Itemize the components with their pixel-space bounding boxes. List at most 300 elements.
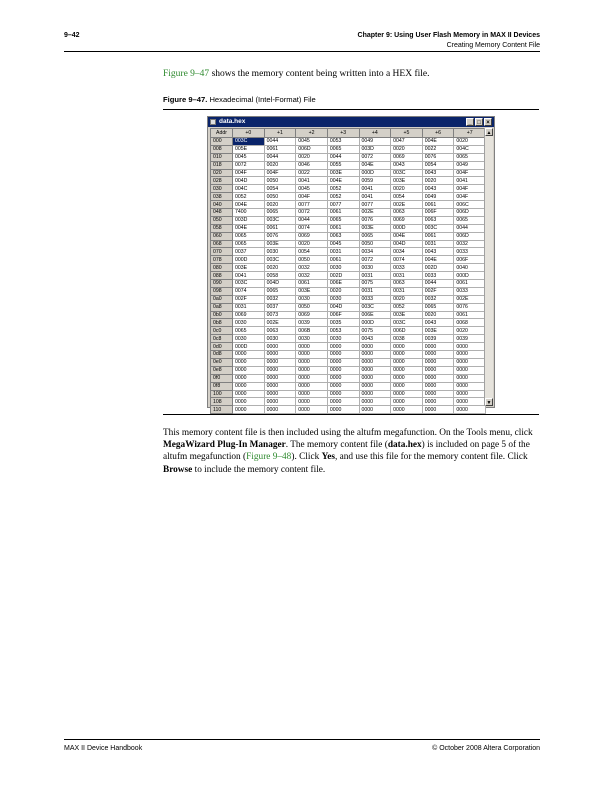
hex-cell[interactable]: 0032 (296, 272, 328, 280)
hex-cell[interactable]: 0000 (327, 351, 359, 359)
hex-cell[interactable]: 0000 (359, 390, 391, 398)
hex-cell[interactable]: 0044 (296, 216, 328, 224)
hex-cell[interactable]: 003E (391, 177, 423, 185)
hex-cell[interactable]: 0000 (454, 351, 486, 359)
hex-cell[interactable]: 0000 (422, 351, 454, 359)
hex-cell[interactable]: 0050 (296, 256, 328, 264)
hex-cell[interactable]: 0074 (391, 256, 423, 264)
hex-cell[interactable]: 002E (264, 319, 296, 327)
hex-cell[interactable]: 0063 (391, 280, 423, 288)
hex-cell[interactable]: 0055 (327, 161, 359, 169)
hex-cell[interactable]: 0033 (422, 272, 454, 280)
hex-cell[interactable]: 003E (264, 240, 296, 248)
hex-cell[interactable]: 0065 (264, 287, 296, 295)
table-row (211, 161, 486, 169)
hex-cell[interactable]: 0069 (296, 232, 328, 240)
hex-cell[interactable]: 0000 (391, 390, 423, 398)
hex-cell[interactable]: 0068 (454, 319, 486, 327)
hex-cell[interactable]: 0020 (264, 264, 296, 272)
hex-cell[interactable]: 002D (327, 272, 359, 280)
hex-cell[interactable]: 0000 (233, 406, 265, 414)
hex-cell[interactable]: 004E (327, 177, 359, 185)
file-icon (210, 119, 216, 125)
hex-cell[interactable]: 0000 (327, 358, 359, 366)
hex-cell[interactable]: 004D (327, 303, 359, 311)
hex-cell[interactable]: 0020 (264, 201, 296, 209)
hex-cell[interactable]: 0031 (327, 248, 359, 256)
hex-cell[interactable]: 0020 (296, 240, 328, 248)
hex-cell[interactable]: 003E (233, 264, 265, 272)
hex-cell[interactable]: 006E (327, 280, 359, 288)
hex-cell[interactable]: 0034 (391, 248, 423, 256)
hex-cell[interactable]: 0020 (391, 295, 423, 303)
hex-cell[interactable]: 0041 (359, 185, 391, 193)
hex-cell[interactable]: 004F (454, 193, 486, 201)
hex-cell[interactable]: 0072 (359, 153, 391, 161)
hex-cell[interactable]: 004D (233, 177, 265, 185)
hex-cell[interactable]: 002E (391, 201, 423, 209)
hex-cell[interactable]: 0000 (327, 390, 359, 398)
vertical-scrollbar[interactable] (484, 128, 493, 406)
hex-cell[interactable]: 0053 (327, 138, 359, 146)
hex-cell[interactable]: 0000 (296, 382, 328, 390)
hex-cell[interactable]: 0043 (422, 169, 454, 177)
hex-cell[interactable]: 0065 (422, 303, 454, 311)
hex-cell[interactable]: 0000 (327, 366, 359, 374)
hex-cell[interactable]: 0030 (296, 295, 328, 303)
hex-cell[interactable]: 0074 (296, 224, 328, 232)
hex-cell[interactable]: 0031 (359, 272, 391, 280)
hex-cell[interactable]: 0020 (454, 138, 486, 146)
hex-cell[interactable]: 0054 (296, 248, 328, 256)
hex-cell[interactable]: 003E (359, 224, 391, 232)
hex-cell[interactable]: 0030 (327, 295, 359, 303)
hex-cell[interactable]: 0000 (359, 382, 391, 390)
hex-cell[interactable]: 0077 (327, 201, 359, 209)
hex-cell[interactable]: 0038 (391, 335, 423, 343)
hex-cell[interactable]: 003C (391, 169, 423, 177)
hex-cell[interactable]: 0046 (296, 161, 328, 169)
hex-cell[interactable]: 0072 (233, 161, 265, 169)
hex-cell[interactable]: 0044 (422, 280, 454, 288)
hex-cell[interactable]: 0077 (296, 201, 328, 209)
hex-cell[interactable]: 0000 (327, 343, 359, 351)
hex-cell[interactable]: 0020 (422, 311, 454, 319)
hex-cell[interactable]: 0073 (264, 311, 296, 319)
hex-cell[interactable]: 006D (296, 145, 328, 153)
hex-cell[interactable]: 0061 (327, 209, 359, 217)
hex-cell[interactable]: 0030 (264, 335, 296, 343)
hex-cell[interactable]: 0047 (391, 138, 423, 146)
scroll-up-icon[interactable]: ▲ (486, 130, 492, 136)
hex-cell[interactable]: 004F (233, 169, 265, 177)
hex-cell[interactable]: 003C (422, 224, 454, 232)
hex-cell[interactable]: 0050 (359, 240, 391, 248)
hex-cell[interactable]: 0041 (233, 272, 265, 280)
hex-cell[interactable]: 0065 (454, 216, 486, 224)
hex-cell[interactable]: 0052 (327, 193, 359, 201)
hex-cell[interactable]: 006F (327, 311, 359, 319)
hex-cell[interactable]: 003E (422, 327, 454, 335)
hex-cell[interactable]: 0061 (454, 280, 486, 288)
hex-cell[interactable]: 0061 (422, 232, 454, 240)
hex-cell[interactable]: 0063 (422, 216, 454, 224)
hex-cell[interactable]: 0000 (359, 374, 391, 382)
hex-cell[interactable]: 0059 (359, 177, 391, 185)
hex-cell[interactable]: 0000 (327, 406, 359, 414)
hex-cell[interactable]: 0069 (391, 216, 423, 224)
hex-cell[interactable]: 0043 (422, 319, 454, 327)
hex-cell[interactable]: 0045 (296, 185, 328, 193)
hex-cell[interactable]: 0045 (296, 138, 328, 146)
hex-cell[interactable]: 003C (264, 256, 296, 264)
hex-cell[interactable]: 0000 (233, 382, 265, 390)
hex-cell[interactable]: 0034 (359, 248, 391, 256)
hex-cell[interactable]: 004F (296, 193, 328, 201)
hex-cell[interactable]: 003D (233, 216, 265, 224)
hex-cell[interactable]: 0041 (296, 177, 328, 185)
hex-cell[interactable]: 000D (454, 272, 486, 280)
hex-cell[interactable]: 005E (233, 145, 265, 153)
hex-cell[interactable]: 0030 (359, 264, 391, 272)
hex-cell[interactable]: 0000 (296, 406, 328, 414)
table-row (211, 201, 486, 209)
hex-cell[interactable]: 0000 (422, 343, 454, 351)
hex-cell[interactable]: 004E (233, 224, 265, 232)
hex-cell[interactable]: 0020 (264, 161, 296, 169)
hex-cell[interactable]: 0000 (296, 390, 328, 398)
hex-cell[interactable]: 0000 (422, 374, 454, 382)
hex-cell[interactable]: 000D (359, 319, 391, 327)
hex-cell[interactable]: 0061 (264, 224, 296, 232)
hex-cell[interactable]: 0032 (454, 240, 486, 248)
table-row (211, 398, 486, 406)
hex-cell[interactable]: 004E (233, 201, 265, 209)
hex-cell[interactable]: 0043 (391, 161, 423, 169)
hex-cell[interactable]: 0063 (327, 232, 359, 240)
hex-cell[interactable]: 0030 (296, 335, 328, 343)
hex-cell[interactable]: 0050 (264, 177, 296, 185)
hex-cell[interactable]: 0061 (327, 224, 359, 232)
hex-cell[interactable]: 0050 (296, 303, 328, 311)
hex-cell[interactable]: 0000 (264, 358, 296, 366)
hex-cell[interactable]: 0030 (233, 335, 265, 343)
hex-cell[interactable]: 0061 (264, 145, 296, 153)
hex-cell[interactable]: 0000 (422, 358, 454, 366)
hex-cell[interactable]: 004F (454, 169, 486, 177)
hex-cell[interactable]: 0000 (327, 382, 359, 390)
hex-cell[interactable]: 0058 (264, 272, 296, 280)
hex-cell[interactable]: 0000 (391, 366, 423, 374)
hex-cell[interactable]: 004C (454, 145, 486, 153)
hex-cell[interactable]: 0033 (454, 287, 486, 295)
hex-cell[interactable]: 0039 (422, 335, 454, 343)
data-hex-term: data.hex (387, 440, 422, 451)
hex-cell[interactable]: 0032 (296, 264, 328, 272)
hex-cell[interactable]: 0052 (391, 303, 423, 311)
hex-cell[interactable]: 0000 (327, 374, 359, 382)
window-titlebar[interactable] (208, 117, 494, 127)
hex-cell[interactable]: 0045 (233, 153, 265, 161)
hex-cell[interactable]: 0000 (454, 398, 486, 406)
hex-cell[interactable]: 0000 (422, 398, 454, 406)
hex-cell[interactable]: 0020 (391, 185, 423, 193)
hex-cell[interactable]: 0020 (327, 287, 359, 295)
row-address: 0e0 (211, 358, 233, 366)
hex-cell[interactable]: 0031 (391, 272, 423, 280)
hex-cell[interactable]: 0000 (391, 382, 423, 390)
scroll-down-icon[interactable]: ▼ (486, 400, 492, 406)
hex-cell[interactable]: 0044 (264, 153, 296, 161)
hex-cell[interactable]: 0061 (296, 280, 328, 288)
hex-cell[interactable]: 000D (391, 224, 423, 232)
hex-cell[interactable]: 0000 (454, 390, 486, 398)
hex-cell[interactable]: 003D (359, 145, 391, 153)
hex-cell[interactable]: 0000 (264, 343, 296, 351)
hex-cell[interactable]: 0000 (359, 343, 391, 351)
figure-link[interactable]: Figure 9–47 (163, 69, 210, 79)
hex-cell[interactable]: 0076 (454, 303, 486, 311)
hex-cell[interactable]: 0032 (264, 295, 296, 303)
hex-cell[interactable]: 0033 (391, 264, 423, 272)
hex-cell[interactable]: 0037 (233, 248, 265, 256)
table-row (211, 319, 486, 327)
hex-cell[interactable]: 0065 (454, 153, 486, 161)
figure-48-link[interactable]: Figure 9–48 (246, 452, 292, 463)
hex-cell[interactable]: 004D (264, 280, 296, 288)
hex-cell[interactable]: 0000 (233, 366, 265, 374)
hex-cell[interactable]: 0033 (454, 248, 486, 256)
hex-cell[interactable]: 003C (359, 303, 391, 311)
hex-cell[interactable]: 0000 (264, 406, 296, 414)
hex-cell[interactable]: 0076 (359, 216, 391, 224)
hex-cell[interactable]: 0041 (454, 177, 486, 185)
close-button[interactable]: × (484, 118, 492, 126)
hex-cell[interactable]: 0063 (391, 209, 423, 217)
hex-cell[interactable]: 0020 (296, 153, 328, 161)
hex-cell[interactable]: 0052 (233, 193, 265, 201)
hex-cell[interactable]: 003C (233, 280, 265, 288)
hex-cell[interactable]: 0045 (327, 240, 359, 248)
hex-cell[interactable]: 0076 (264, 232, 296, 240)
hex-cell[interactable]: 0044 (264, 138, 296, 146)
hex-cell[interactable]: 003C (391, 319, 423, 327)
hex-cell[interactable]: 0000 (422, 382, 454, 390)
hex-cell[interactable]: 0065 (264, 209, 296, 217)
hex-cell[interactable]: 0050 (264, 193, 296, 201)
hex-cell[interactable]: 0049 (359, 138, 391, 146)
hex-cell[interactable]: 004F (454, 185, 486, 193)
hex-cell[interactable]: 0000 (359, 358, 391, 366)
hex-cell[interactable]: 003C (233, 138, 265, 146)
hex-cell[interactable]: 0030 (327, 335, 359, 343)
hex-cell[interactable]: 0000 (264, 398, 296, 406)
hex-cell[interactable]: 0000 (359, 366, 391, 374)
hex-cell[interactable]: 0000 (391, 351, 423, 359)
hex-cell[interactable]: 0031 (233, 303, 265, 311)
hex-cell[interactable]: 0000 (233, 390, 265, 398)
hex-cell[interactable]: 0000 (454, 382, 486, 390)
hex-cell[interactable]: 0000 (264, 390, 296, 398)
hex-cell[interactable]: 000D (233, 256, 265, 264)
hex-cell[interactable]: 0030 (233, 319, 265, 327)
hex-cell[interactable]: 0000 (296, 351, 328, 359)
hex-cell[interactable]: 0039 (296, 319, 328, 327)
hex-cell[interactable]: 0000 (454, 366, 486, 374)
hex-cell[interactable]: 0075 (359, 280, 391, 288)
hex-cell[interactable]: 0043 (422, 185, 454, 193)
hex-cell[interactable]: 0000 (391, 358, 423, 366)
hex-cell[interactable]: 0022 (422, 145, 454, 153)
hex-cell[interactable]: 0069 (233, 311, 265, 319)
hex-cell[interactable]: 0000 (454, 358, 486, 366)
hex-cell[interactable]: 004D (391, 240, 423, 248)
hex-cell[interactable]: 0054 (422, 161, 454, 169)
hex-cell[interactable]: 0077 (359, 201, 391, 209)
hex-cell[interactable]: 0049 (454, 161, 486, 169)
hex-cell[interactable]: 0000 (454, 374, 486, 382)
hex-cell[interactable]: 0053 (327, 327, 359, 335)
hex-cell[interactable]: 0000 (296, 374, 328, 382)
table-row (211, 366, 486, 374)
hex-cell[interactable]: 0065 (327, 145, 359, 153)
hex-cell[interactable]: 0072 (296, 209, 328, 217)
hex-cell[interactable]: 0000 (359, 398, 391, 406)
hex-cell[interactable]: 0000 (391, 374, 423, 382)
hex-cell[interactable]: 0043 (359, 335, 391, 343)
hex-cell[interactable]: 003E (391, 311, 423, 319)
hex-cell[interactable]: 0061 (422, 201, 454, 209)
hex-cell[interactable]: 7400 (233, 209, 265, 217)
hex-cell[interactable]: 0020 (422, 177, 454, 185)
hex-cell[interactable]: 0031 (391, 287, 423, 295)
hex-cell[interactable]: 006D (391, 327, 423, 335)
hex-cell[interactable]: 0065 (233, 232, 265, 240)
hex-cell[interactable]: 006D (454, 232, 486, 240)
hex-cell[interactable]: 004E (359, 161, 391, 169)
hex-cell[interactable]: 0040 (454, 264, 486, 272)
hex-cell[interactable]: 004E (391, 232, 423, 240)
hex-cell[interactable]: 000D (359, 169, 391, 177)
hex-cell[interactable]: 0063 (264, 327, 296, 335)
hex-cell[interactable]: 004E (422, 138, 454, 146)
hex-cell[interactable]: 0031 (359, 287, 391, 295)
hex-cell[interactable]: 0000 (391, 406, 423, 414)
hex-cell[interactable]: 0032 (422, 295, 454, 303)
hex-cell[interactable]: 0033 (359, 295, 391, 303)
hex-cell[interactable]: 0037 (264, 303, 296, 311)
hex-cell[interactable]: 004C (233, 185, 265, 193)
hex-cell[interactable]: 0041 (359, 193, 391, 201)
hex-cell[interactable]: 0075 (359, 327, 391, 335)
hex-cell[interactable]: 0000 (422, 406, 454, 414)
hex-cell[interactable]: 0022 (296, 169, 328, 177)
hex-cell[interactable]: 0069 (296, 311, 328, 319)
window-title: data.hex (219, 118, 246, 125)
hex-cell[interactable]: 0052 (327, 185, 359, 193)
hex-cell[interactable]: 0000 (359, 406, 391, 414)
minimize-button[interactable]: _ (466, 118, 474, 126)
hex-cell[interactable]: 002D (422, 264, 454, 272)
hex-cell[interactable]: 0000 (391, 343, 423, 351)
hex-cell[interactable]: 004F (264, 169, 296, 177)
hex-cell[interactable]: 0049 (422, 193, 454, 201)
hex-cell[interactable]: 006B (296, 327, 328, 335)
hex-cell[interactable]: 0000 (264, 382, 296, 390)
hex-cell[interactable]: 006C (454, 201, 486, 209)
hex-cell[interactable]: 0020 (391, 145, 423, 153)
table-row (211, 185, 486, 193)
hex-cell[interactable]: 0039 (454, 335, 486, 343)
hex-cell[interactable]: 0074 (233, 287, 265, 295)
hex-cell[interactable]: 006E (359, 311, 391, 319)
hex-cell[interactable]: 006F (454, 256, 486, 264)
hex-cell[interactable]: 0000 (296, 366, 328, 374)
hex-cell[interactable]: 0020 (454, 327, 486, 335)
hex-cell[interactable]: 0054 (391, 193, 423, 201)
hex-cell[interactable]: 0000 (296, 358, 328, 366)
hex-cell[interactable]: 0000 (359, 351, 391, 359)
hex-cell[interactable]: 0069 (391, 153, 423, 161)
hex-cell[interactable]: 0000 (233, 374, 265, 382)
hex-cell[interactable]: 0030 (264, 248, 296, 256)
hex-cell[interactable]: 0035 (327, 319, 359, 327)
hex-cell[interactable]: 004E (422, 256, 454, 264)
hex-cell[interactable]: 0000 (422, 366, 454, 374)
hex-cell[interactable]: 0000 (454, 343, 486, 351)
hex-cell[interactable]: 002E (359, 209, 391, 217)
hex-cell[interactable]: 0030 (327, 264, 359, 272)
hex-cell[interactable]: 0000 (422, 390, 454, 398)
hex-cell[interactable]: 002F (233, 295, 265, 303)
hex-cell[interactable]: 0000 (296, 398, 328, 406)
hex-cell[interactable]: 0065 (327, 216, 359, 224)
hex-cell[interactable]: 0054 (264, 185, 296, 193)
hex-cell[interactable]: 0000 (233, 398, 265, 406)
hex-cell[interactable]: 0000 (327, 398, 359, 406)
hex-cell[interactable]: 0000 (233, 351, 265, 359)
hex-cell[interactable]: 0061 (327, 256, 359, 264)
hex-cell[interactable]: 0000 (391, 398, 423, 406)
hex-cell[interactable]: 0000 (264, 366, 296, 374)
hex-cell[interactable]: 0044 (327, 153, 359, 161)
hex-cell[interactable]: 000D (233, 343, 265, 351)
hex-cell[interactable]: 0000 (296, 343, 328, 351)
hex-cell[interactable]: 002F (422, 287, 454, 295)
hex-cell[interactable]: 003E (327, 169, 359, 177)
hex-cell[interactable]: 002E (454, 295, 486, 303)
hex-cell[interactable]: 0000 (454, 406, 486, 414)
hex-cell[interactable]: 0000 (233, 358, 265, 366)
hex-cell[interactable]: 003E (296, 287, 328, 295)
row-address: 058 (211, 224, 233, 232)
hex-cell[interactable]: 0044 (454, 224, 486, 232)
hex-cell[interactable]: 0076 (422, 153, 454, 161)
maximize-button[interactable]: □ (475, 118, 483, 126)
hex-cell[interactable]: 0000 (264, 351, 296, 359)
hex-cell[interactable]: 0065 (233, 240, 265, 248)
hex-cell[interactable]: 0065 (359, 232, 391, 240)
hex-cell[interactable]: 0043 (422, 248, 454, 256)
hex-cell[interactable]: 003C (264, 216, 296, 224)
hex-cell[interactable]: 006F (422, 209, 454, 217)
hex-cell[interactable]: 0072 (359, 256, 391, 264)
hex-cell[interactable]: 0065 (233, 327, 265, 335)
hex-cell[interactable]: 006D (454, 209, 486, 217)
hex-cell[interactable]: 0061 (454, 311, 486, 319)
hex-cell[interactable]: 0000 (264, 374, 296, 382)
hex-cell[interactable]: 0031 (422, 240, 454, 248)
